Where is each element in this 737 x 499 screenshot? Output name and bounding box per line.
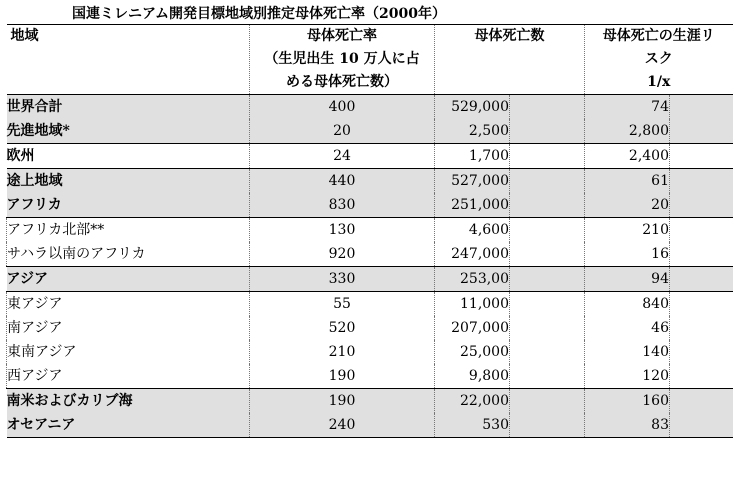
region-cell: サハラ以南のアフリカ bbox=[7, 242, 250, 267]
table-row bbox=[7, 316, 733, 340]
risk-cell: 61 bbox=[585, 169, 670, 194]
mmr-cell: 24 bbox=[250, 144, 435, 169]
table-row bbox=[7, 413, 733, 438]
deaths-cell: 22,000 bbox=[435, 389, 510, 414]
deaths-cell: 253,00 bbox=[435, 267, 510, 292]
risk-cell: 160 bbox=[585, 389, 670, 414]
deaths-cell: 25,000 bbox=[435, 340, 510, 364]
header-mmr bbox=[250, 25, 435, 95]
risk-cell: 74 bbox=[585, 95, 670, 120]
region-cell: アフリカ北部** bbox=[7, 218, 250, 243]
risk-cell: 120 bbox=[585, 364, 670, 389]
region-cell: 南米およびカリブ海 bbox=[7, 389, 250, 414]
risk-cell: 20 bbox=[585, 193, 670, 218]
header-deaths: 母体死亡数 bbox=[435, 25, 585, 95]
region-cell: 東アジア bbox=[7, 292, 250, 317]
table-title: 国連ミレニアム開発目標地域別推定母体死亡率（2000年） bbox=[72, 6, 446, 22]
deaths-cell: 527,000 bbox=[435, 169, 510, 194]
header-mmr-line-3: める母体死亡数） bbox=[286, 74, 398, 90]
region-cell: 東南アジア bbox=[7, 340, 250, 364]
maternal-mortality-table bbox=[6, 24, 733, 438]
risk-cell: 46 bbox=[585, 316, 670, 340]
header-row bbox=[7, 25, 733, 95]
table-row bbox=[7, 267, 733, 292]
risk-cell: 2,400 bbox=[585, 144, 670, 169]
mmr-cell: 20 bbox=[250, 119, 435, 144]
deaths-cell: 530 bbox=[435, 413, 510, 438]
mmr-cell: 190 bbox=[250, 364, 435, 389]
header-mmr-line-1: 母体死亡率 bbox=[307, 28, 377, 44]
table-row bbox=[7, 193, 733, 218]
region-cell: 先進地域* bbox=[7, 119, 250, 144]
header-region: 地域 bbox=[7, 25, 250, 95]
risk-cell: 2,800 bbox=[585, 119, 670, 144]
mmr-cell: 400 bbox=[250, 95, 435, 120]
table-row bbox=[7, 364, 733, 389]
table-row bbox=[7, 242, 733, 267]
mmr-cell: 830 bbox=[250, 193, 435, 218]
table-row bbox=[7, 95, 733, 120]
risk-cell: 210 bbox=[585, 218, 670, 243]
table-row bbox=[7, 218, 733, 243]
header-mmr-line-2: （生児出生 10 万人に占 bbox=[264, 51, 420, 67]
deaths-cell: 9,800 bbox=[435, 364, 510, 389]
mmr-cell: 210 bbox=[250, 340, 435, 364]
table-row bbox=[7, 389, 733, 414]
region-cell: オセアニア bbox=[7, 413, 250, 438]
table-row bbox=[7, 340, 733, 364]
region-cell: アフリカ bbox=[7, 193, 250, 218]
table-row bbox=[7, 119, 733, 144]
deaths-cell: 2,500 bbox=[435, 119, 510, 144]
risk-cell: 16 bbox=[585, 242, 670, 267]
deaths-cell: 207,000 bbox=[435, 316, 510, 340]
region-cell: 西アジア bbox=[7, 364, 250, 389]
region-cell: アジア bbox=[7, 267, 250, 292]
deaths-cell: 1,700 bbox=[435, 144, 510, 169]
risk-cell: 94 bbox=[585, 267, 670, 292]
region-cell: 欧州 bbox=[7, 144, 250, 169]
mmr-cell: 330 bbox=[250, 267, 435, 292]
deaths-cell: 247,000 bbox=[435, 242, 510, 267]
header-risk-line-2: スク bbox=[644, 51, 673, 67]
region-cell: 世界合計 bbox=[7, 95, 250, 120]
header-risk-line-3: 1/x bbox=[647, 74, 671, 90]
mmr-cell: 240 bbox=[250, 413, 435, 438]
risk-cell: 83 bbox=[585, 413, 670, 438]
risk-cell: 840 bbox=[585, 292, 670, 317]
mmr-cell: 130 bbox=[250, 218, 435, 243]
risk-cell: 140 bbox=[585, 340, 670, 364]
region-cell: 途上地域 bbox=[7, 169, 250, 194]
deaths-cell: 11,000 bbox=[435, 292, 510, 317]
mmr-cell: 520 bbox=[250, 316, 435, 340]
deaths-cell: 4,600 bbox=[435, 218, 510, 243]
deaths-cell: 529,000 bbox=[435, 95, 510, 120]
region-cell: 南アジア bbox=[7, 316, 250, 340]
header-risk-line-1: 母体死亡の生涯リ bbox=[602, 28, 715, 44]
mmr-cell: 440 bbox=[250, 169, 435, 194]
mmr-cell: 920 bbox=[250, 242, 435, 267]
table-row bbox=[7, 144, 733, 169]
mmr-cell: 190 bbox=[250, 389, 435, 414]
header-risk bbox=[585, 25, 733, 95]
deaths-cell: 251,000 bbox=[435, 193, 510, 218]
mmr-cell: 55 bbox=[250, 292, 435, 317]
table-row bbox=[7, 292, 733, 317]
table-row bbox=[7, 169, 733, 194]
